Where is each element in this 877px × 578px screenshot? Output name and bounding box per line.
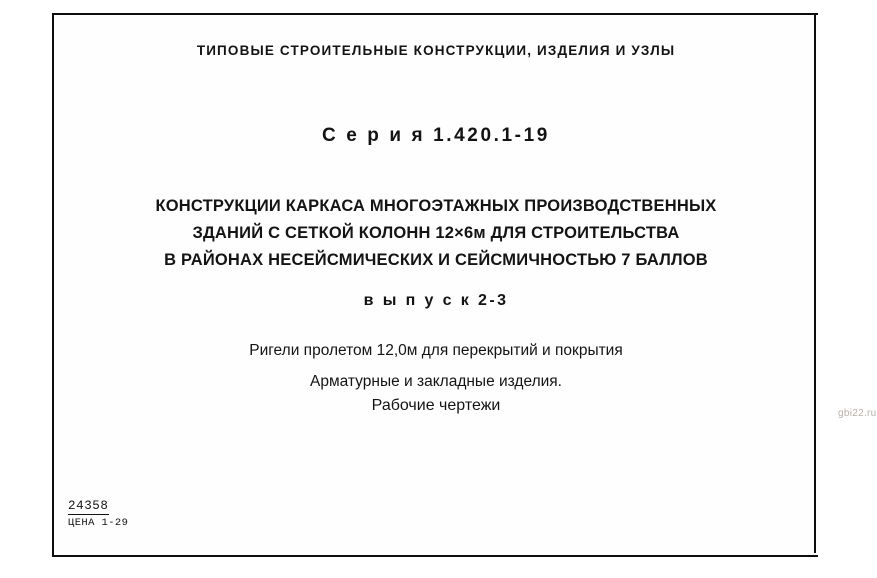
title-line-2: ЗДАНИЙ С СЕТКОЙ КОЛОНН 12×6м ДЛЯ СТРОИТЕЛЬСТВА bbox=[192, 224, 680, 242]
scanned-sheet bbox=[52, 13, 818, 557]
subtitle-line-1: Ригели пролетом 12,0м для перекрытий и покрытия bbox=[249, 342, 623, 359]
subtitle-line-2: Арматурные и закладные изделия. bbox=[310, 373, 562, 390]
series-number: С е р и я 1.420.1-19 bbox=[322, 125, 550, 146]
document-subtitle bbox=[54, 335, 818, 397]
title-line-1: КОНСТРУКЦИИ КАРКАСА МНОГОЭТАЖНЫХ ПРОИЗВОДСТВЕННЫХ bbox=[155, 197, 717, 215]
stamp-price: ЦЕНА 1-29 bbox=[68, 517, 129, 529]
issue-number: в ы п у с к 2-3 bbox=[363, 292, 509, 309]
sheet-right-border bbox=[814, 13, 816, 553]
document-header: ТИПОВЫЕ СТРОИТЕЛЬНЫЕ КОНСТРУКЦИИ, ИЗДЕЛИЯ И УЗЛЫ bbox=[196, 43, 676, 58]
sheet-content bbox=[54, 15, 818, 555]
title-line-3: В РАЙОНАХ НЕСЕЙСМИЧЕСКИХ И СЕЙСМИЧНОСТЬЮ 7 БАЛЛОВ bbox=[164, 251, 708, 269]
document-title bbox=[54, 193, 818, 274]
stamp-code: 24358 bbox=[68, 499, 109, 513]
bottom-left-stamp bbox=[68, 496, 128, 529]
watermark-label: gbi22.ru bbox=[838, 408, 877, 419]
drawings-label: Рабочие чертежи bbox=[371, 397, 501, 414]
